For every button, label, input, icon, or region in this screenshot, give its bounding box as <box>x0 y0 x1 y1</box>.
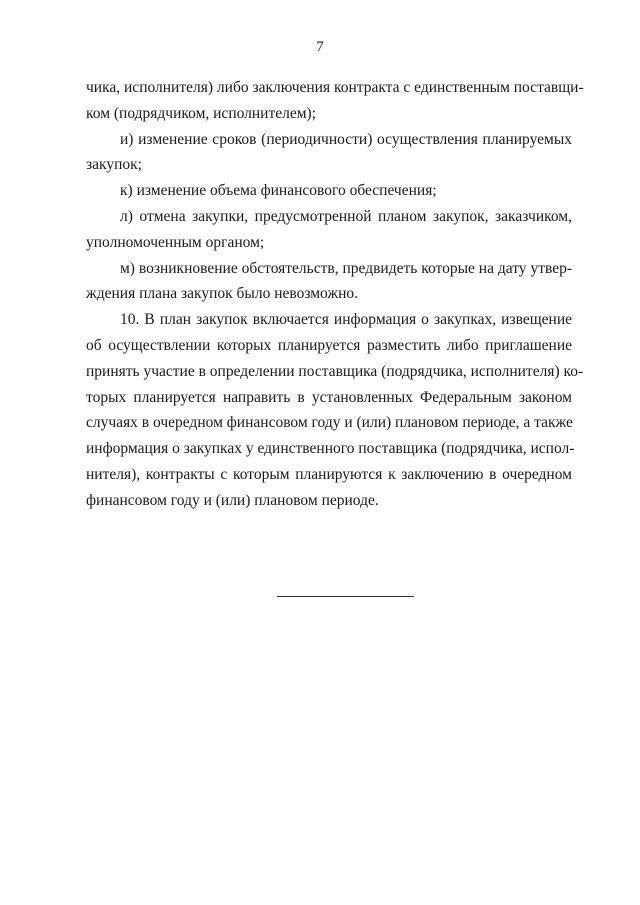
text-line: ждения плана закупок было невозможно. <box>86 285 359 303</box>
text-line: финансовом году и (или) плановом периоде. <box>86 491 379 509</box>
text-line: уполномоченным органом; <box>86 233 265 251</box>
text-line: информация о закупках у единственного поставщика (подрядчика, испол- <box>86 440 575 458</box>
text-line: торых планируется направить в установленных Федеральным законом <box>86 388 572 406</box>
text-line: закупок; <box>86 156 142 174</box>
text-line: ком (подрядчиком, исполнителем); <box>86 104 317 122</box>
text-line: об осуществлении которых планируется разместить либо приглашение <box>86 336 572 354</box>
text-line: принять участие в определении поставщика (подрядчика, исполнителя) ко- <box>86 362 584 380</box>
list-item-k: к) изменение объема финансового обеспечения; <box>120 182 437 200</box>
list-item-m: м) возникновение обстоятельств, предвидеть которые на дату утвер- <box>120 259 572 277</box>
text-line: нителя), контракты с которым планируются к заключению в очередном <box>86 465 572 483</box>
text-line: случаях в очередном финансовом году и (или) плановом периоде, а также <box>86 414 573 432</box>
page-number: 7 <box>316 39 324 55</box>
document-body <box>86 75 584 514</box>
list-item-l: л) отмена закупки, предусмотренной планом закупок, заказчиком, <box>120 207 572 225</box>
text-line: чика, исполнителя) либо заключения контракта с единственным поставщи- <box>86 79 584 96</box>
list-item-i: и) изменение сроков (периодичности) осуществления планируемых <box>120 130 572 148</box>
paragraph-10: 10. В план закупок включается информация о закупках, извещение <box>120 311 572 329</box>
end-rule <box>277 596 414 597</box>
